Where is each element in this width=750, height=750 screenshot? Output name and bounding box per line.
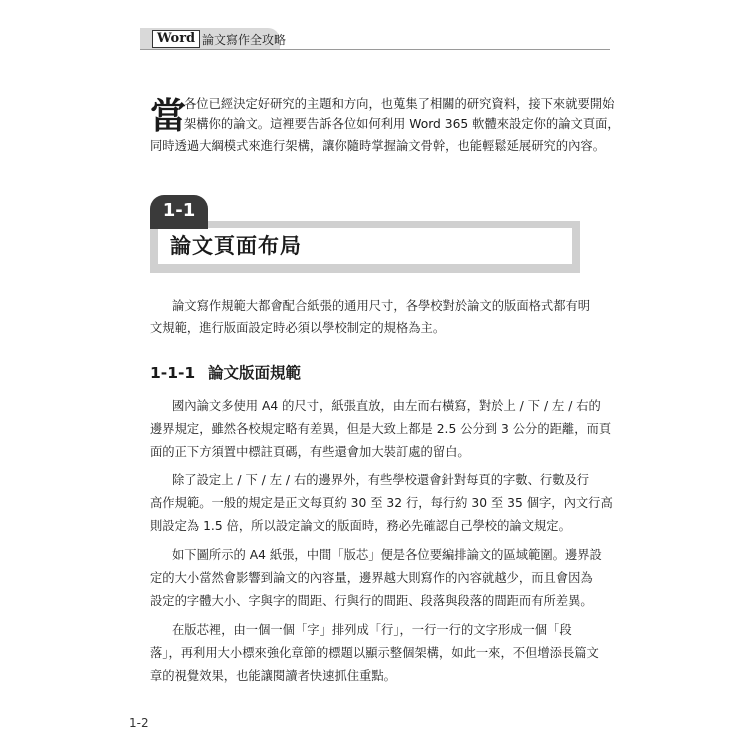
chapter-number: 1-1: [150, 195, 208, 229]
section-title: 論文版面規範: [208, 364, 302, 382]
body-line: 落」，再利用大小標來強化章節的標題以顯示整個架構，如此一來，不但增添長篇文: [150, 646, 599, 660]
running-header: [140, 22, 610, 54]
body-line: 論文寫作規範大都會配合紙張的通用尺寸，各學校對於論文的版面格式都有明: [172, 299, 591, 313]
body-line: 除了設定上 / 下 / 左 / 右的邊界外，有些學校還會針對每頁的字數、行數及行: [172, 473, 590, 487]
body-line: 面的正下方須置中標註頁碼，有些還會加大裝訂處的留白。: [150, 445, 470, 459]
intro-line: 各位已經決定好研究的主題和方向，也蒐集了相關的研究資料，接下來就要開始: [184, 97, 615, 111]
body-line: 在版芯裡，由一個一個「字」排列成「行」，一行一行的文字形成一個「段: [172, 623, 572, 637]
header-rule: [140, 49, 610, 50]
body-line: 定的大小當然會影響到論文的內容量，邊界越大則寫作的內容就越少，而且會因為: [150, 571, 593, 585]
brand-label: Word: [152, 30, 200, 48]
chapter-title: 論文頁面布局: [170, 234, 302, 258]
body-line: 文規範，進行版面設定時必須以學校制定的規格為主。: [150, 321, 446, 335]
chapter-title-box: [150, 221, 580, 273]
body-line: 國內論文多使用 A4 的尺寸，紙張直放，由左而右橫寫，對於上 / 下 / 左 / 右的: [172, 399, 601, 413]
chapter-heading: [150, 195, 580, 279]
body-line: 高作規範。一般的規定是正文每頁約 30 至 32 行，每行約 30 至 35 個字，內文行高: [150, 496, 613, 510]
body-line: 章的視覺效果，也能讓閱讀者快速抓住重點。: [150, 669, 396, 683]
section-heading: [150, 361, 301, 383]
intro-line: 架構你的論文。這裡要告訴各位如何利用 Word 365 軟體來設定你的論文頁面，: [184, 117, 620, 131]
body-line: 邊界規定，雖然各校規定略有差異，但是大致上都是 2.5 公分到 3 公分的距離，而頁: [150, 422, 612, 436]
book-title: 論文寫作全攻略: [202, 33, 287, 47]
chapter-title-inner: [158, 228, 572, 264]
intro-line: 同時透過大綱模式來進行架構，讓你隨時掌握論文骨幹，也能輕鬆延展研究的內容。: [150, 139, 605, 153]
body-line: 如下圖所示的 A4 紙張，中間「版芯」便是各位要編排論文的區域範圍。邊界設: [172, 548, 602, 562]
body-line: 設定的字體大小、字與字的間距、行與行的間距、段落與段落的間距而有所差異。: [150, 594, 593, 608]
section-number: 1-1-1: [150, 364, 196, 382]
body-line: 則設定為 1.5 倍，所以設定論文的版面時，務必先確認自己學校的論文規定。: [150, 519, 571, 533]
drop-cap: 當: [150, 95, 187, 137]
page-number: 1-2: [129, 716, 149, 730]
